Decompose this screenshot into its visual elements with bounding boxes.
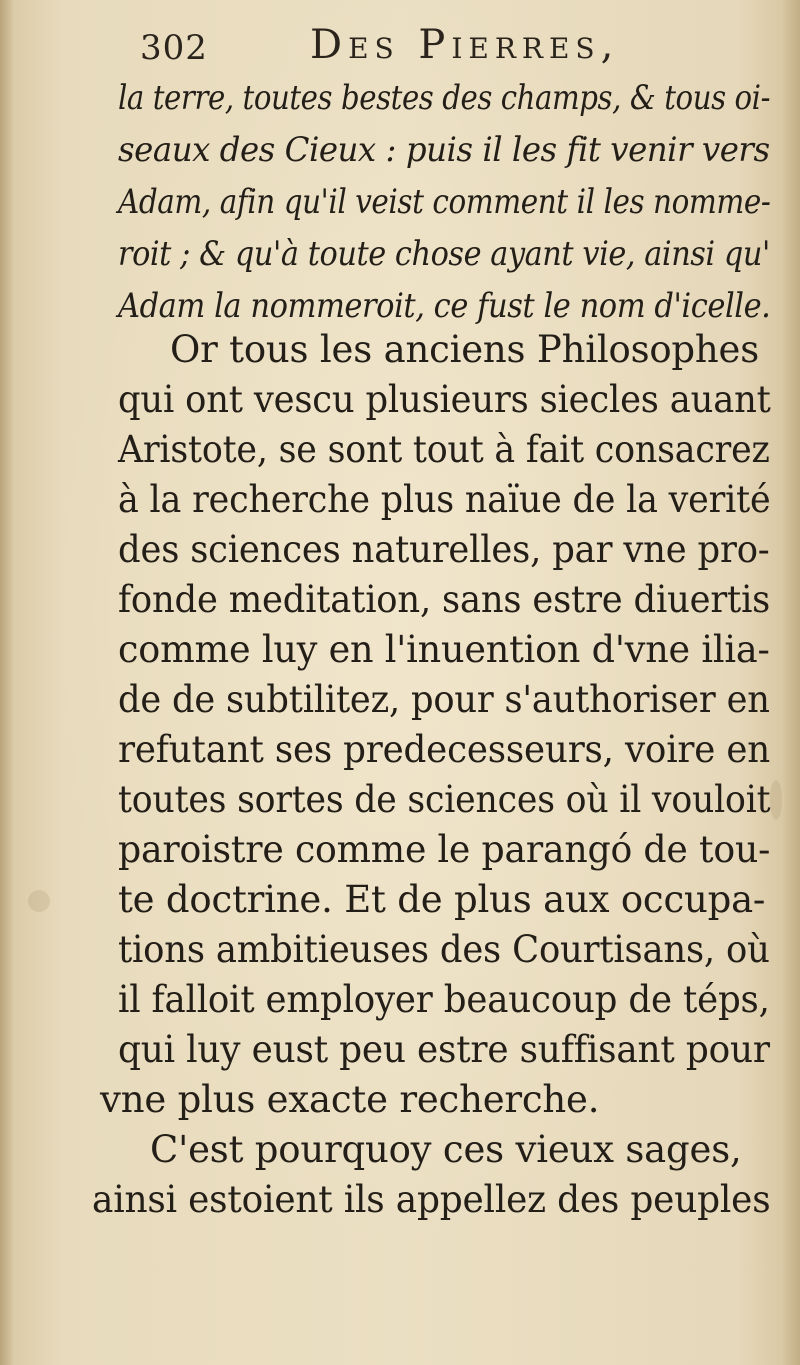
page-right-edge [782,0,800,1365]
text-line: Adam la nommeroit, ce fust le nom d'icelle. [118,286,771,326]
text-line: roit ; & qu'à toute chose ayant vie, ainsi qu' [118,234,770,274]
text-line: il falloit employer beaucoup de téps, [118,978,770,1021]
running-head: Des Pierres, [310,22,620,68]
paper-stain [28,890,50,912]
text-line: Aristote, se sont tout à fait consacrez [118,428,770,471]
page-header [140,18,660,78]
text-line: Or tous les anciens Philosophes [170,328,760,371]
text-line: toutes sortes de sciences où il vouloit [118,778,771,821]
page-left-edge [0,0,14,1365]
text-line: C'est pourquoy ces vieux sages, [150,1128,742,1171]
text-line: à la recherche plus naïue de la verité [118,478,771,521]
text-line: de de subtilitez, pour s'authoriser en [118,678,770,721]
text-line: te doctrine. Et de plus aux occupa- [118,878,766,921]
text-line: qui ont vescu plusieurs siecles auant [118,378,771,421]
text-line: la terre, toutes bestes des champs, & tous oi- [118,78,771,118]
text-line: comme luy en l'inuention d'vne ilia- [118,628,770,671]
text-line: des sciences naturelles, par vne pro- [118,528,770,571]
text-line: paroistre comme le parangó de tou- [118,828,771,871]
text-line: seaux des Cieux : puis il les fit venir vers [118,130,770,170]
paper-stain [770,780,782,820]
text-line: qui luy eust peu estre suffisant pour [118,1028,770,1071]
text-line: refutant ses predecesseurs, voire en [118,728,771,771]
text-line: ainsi estoient ils appellez des peuples [92,1178,771,1221]
text-line: Adam, afin qu'il veist comment il les nomme- [118,182,771,222]
page-number: 302 [140,28,208,68]
text-line: vne plus exacte recherche. [100,1078,600,1121]
text-line: tions ambitieuses des Courtisans, où [118,928,770,971]
text-line: fonde meditation, sans estre diuertis [118,578,771,621]
